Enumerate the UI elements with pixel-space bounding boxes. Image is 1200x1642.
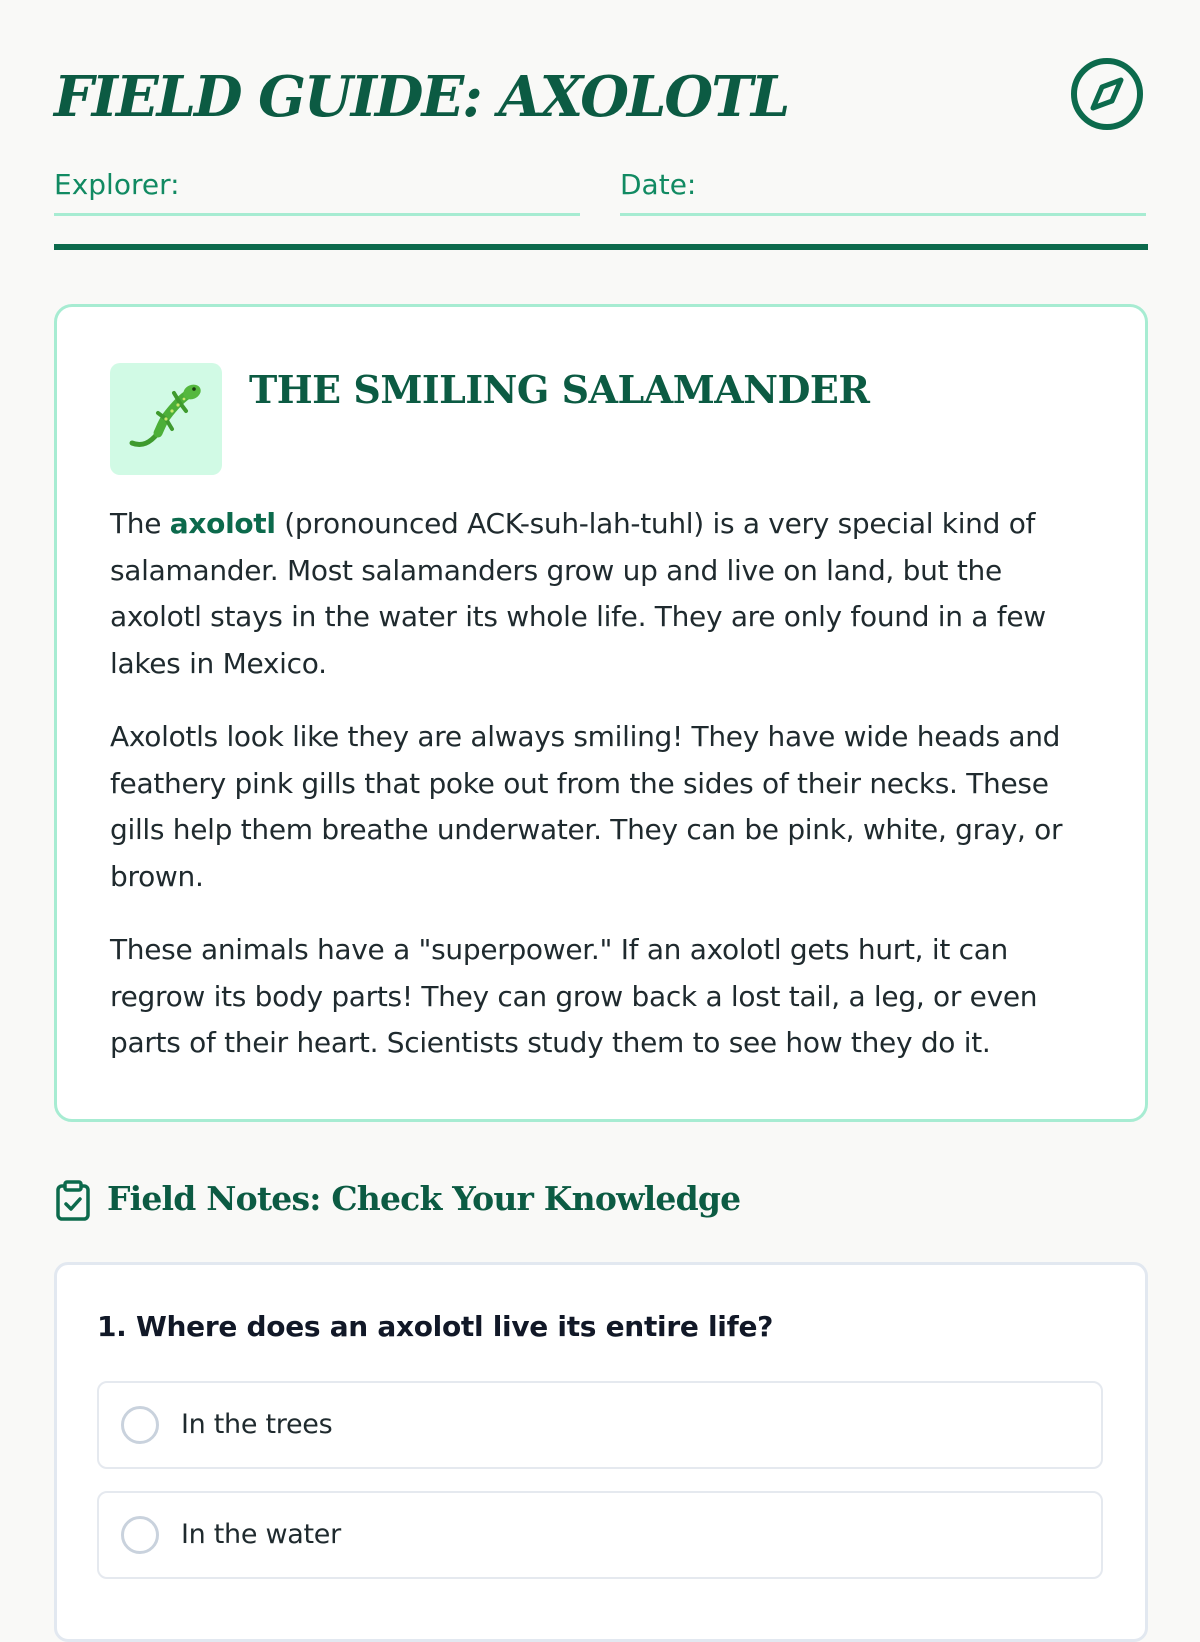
passage-term: axolotl (169, 507, 276, 540)
lizard-icon-box (110, 363, 222, 475)
reading-card (54, 304, 1148, 1122)
explorer-label: Explorer: (54, 168, 180, 201)
compass-icon (1070, 57, 1144, 131)
date-field[interactable] (620, 166, 1146, 216)
question-text: 1. Where does an axolotl live its entire life? (97, 1310, 774, 1343)
answer-label: In the trees (181, 1409, 333, 1440)
answer-option-trees[interactable] (97, 1381, 1103, 1469)
passage-text: The (110, 507, 170, 540)
reading-title: THE SMILING SALAMANDER (249, 367, 870, 412)
date-label: Date: (620, 168, 697, 201)
answer-label: In the water (181, 1519, 341, 1550)
radio-button[interactable] (121, 1406, 159, 1444)
passage-text: (pronounced ACK-suh-lah-tuhl) is a very special kind of salamander. Most salamanders grow up and live on land, but the axolotl stays in the water its whole life. They are only found in a few lakes in Mexico. (110, 507, 1046, 680)
answer-option-water[interactable] (97, 1491, 1103, 1579)
page-title: FIELD GUIDE: AXOLOTL (54, 64, 789, 130)
field-guide-page (54, 0, 1148, 1600)
passage-paragraph (110, 501, 1090, 687)
question-card (54, 1262, 1148, 1642)
header-divider (54, 244, 1148, 250)
lizard-icon (128, 381, 204, 457)
passage-paragraph: These animals have a "superpower." If an axolotl gets hurt, it can regrow its body parts! They can grow back a lost tail, a leg, or even parts of their heart. Scientists study them to see how they do it. (110, 933, 1038, 1059)
explorer-field[interactable] (54, 166, 580, 216)
radio-button[interactable] (121, 1516, 159, 1554)
passage-paragraph: Axolotls look like they are always smiling! They have wide heads and feathery pink gills that poke out from the sides of their necks. These gills help them breathe underwater. They can be pink, white, gray, or brown. (110, 720, 1063, 893)
field-notes-title: Field Notes: Check Your Knowledge (107, 1179, 741, 1218)
clipboard-check-icon (54, 1180, 92, 1222)
